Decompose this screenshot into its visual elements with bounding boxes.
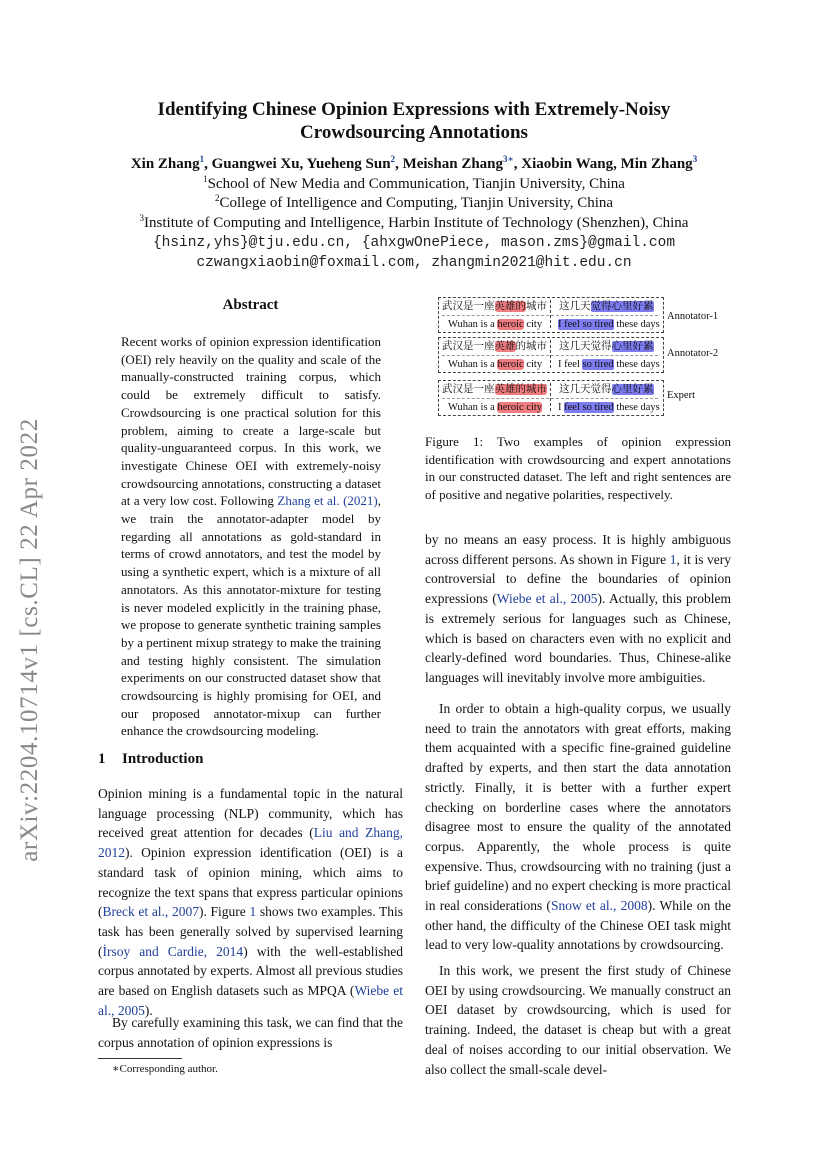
zh-sentence-negative: 这几天觉得心里好累 (559, 341, 654, 352)
abstract-heading: Abstract (222, 297, 279, 313)
section-heading-introduction (98, 751, 203, 768)
en-sentence-negative: I feel so tired these days (558, 319, 660, 330)
body-text: Opinion mining is a fundamental topic in the natural language processing (NLP) community, which has received great attention for decades ( (98, 786, 403, 841)
body-text: In order to obtain a high-quality corpus, we usually need to train the annotators with great efforts, making them acquainted with a specific fine-grained guideline drafted by experts, and then start the data annotation strictly. Finally, it is better with a further expert checking on borderline cases where the annotators disagree most to ensure the quality of the annotated corpus. Apparently, the whole process is quite expensive. Thus, crowdsourcing with no training (just a brief guideline) and no expert checking is more practical in real considerations ( (425, 701, 731, 914)
body-text: ) with the well-established corpus annotated by experts. Almost all previous studies are based on English datasets such as MPQA ( (98, 943, 403, 999)
annotated-span: feel so tired (564, 402, 614, 413)
annotator-label: Annotator-1 (667, 311, 719, 322)
affiliation-3 (0, 214, 828, 232)
annotator-label: Annotator-2 (667, 348, 719, 359)
affiliation-number: 2 (214, 193, 220, 203)
annotated-span: heroic city (497, 402, 543, 413)
body-text: ). Opinion expression identification (OEI) is a standard task of opinion mining, which aims to recognize the text spans that express particular opinions ( (98, 845, 403, 920)
citation-link[interactable]: Breck et al., 2007 (102, 904, 199, 920)
author-name: , Guangwei Xu, Yueheng Sun (204, 156, 391, 172)
body-text: ). Figure (198, 904, 250, 920)
author-name: , Xiaobin Wang, Min Zhang (513, 156, 693, 172)
paper-title (0, 98, 828, 144)
annotated-span: I feel so tired (558, 319, 614, 330)
intro-paragraph-2: By carefully examining this task, we can find that the corpus annotation of opinion expressions is (98, 1015, 403, 1050)
affiliation-number: 3 (139, 213, 145, 223)
abstract-text-part: Recent works of opinion expression identification (OEI) rely heavily on the quality and scale of the manually-constructed training corpus, which could be extremely difficult to satisfy. Crowdsourcing is one practical solution for this problem, aiming to create a large-scale but quality-unguaranteed corpus. In this work, we investigate Chinese OEI with extremely-noisy crowdsourcing annotations, constructing a dataset at a very low cost. Following (121, 334, 381, 509)
body-text: , it is very controversial to define the boundaries of opinion expressions ( (425, 551, 731, 607)
arxiv-stamp: arXiv:2204.10714v1 [cs.CL] 22 Apr 2022 (16, 418, 43, 862)
annotated-span: 心里好累 (611, 341, 654, 352)
title-line-1: Identifying Chinese Opinion Expressions with Extremely-Noisy (157, 99, 671, 120)
author-name: , Meishan Zhang (395, 156, 504, 172)
body-text: ). While on the other hand, the difficulty of the Chinese OEI task might lead to very low-quality annotations by crowdsourcing. (425, 898, 731, 953)
figure-divider (550, 340, 551, 368)
annotated-span: 英雄的 (494, 301, 526, 312)
body-text: by no means an easy process. It is highly ambiguous across different persons. As shown in Figure (425, 532, 731, 567)
annotated-span: 心里好累 (611, 384, 654, 395)
annotated-span: 英雄 (494, 341, 516, 352)
abstract-text-part: , we train the annotator-adapter model by regarding all annotations as gold-standard in terms of crowd annotators, and test the model by using a synthetic expert, which is a mixture of all annotators. As this annotator-mixture for testing is never modeled explicitly in the training phase, we propose to generate synthetic training samples by a pertinent mixup strategy to make the training and testing highly consistent. The simulation experiments on our constructed dataset show that crowdsourcing is highly promising for OEI, and our proposed annotator-mixup can further enhance the crowdsourcing modeling. (121, 493, 381, 739)
affiliation-marker[interactable]: 1 (199, 154, 205, 164)
zh-sentence-positive: 武汉是一座英雄的城市 (442, 341, 547, 352)
body-text: ). (144, 1002, 153, 1018)
body-paragraph-right-3: In this work, we present the first study of Chinese OEI by using crowdsourcing. We manually construct an OEI dataset by crowdsourcing, which is used for training. Indeed, the dataset is cheap but with a great deal of noises according to our initial observation. We also collect the small-scale devel- (425, 963, 731, 1077)
annotator-label: Expert (667, 390, 695, 401)
annotated-span: heroic (497, 359, 524, 370)
intro-paragraph-1 (98, 784, 403, 1020)
figure-row-annotator-1 (432, 297, 732, 333)
citation-link[interactable]: Snow et al., 2008 (550, 898, 648, 914)
annotated-span: heroic (497, 319, 524, 330)
section-number: 1 (98, 751, 106, 767)
affiliation-text: Institute of Computing and Intelligence, Harbin Institute of Technology (Shenzhen), China (144, 215, 689, 231)
figure-reference-link[interactable]: 1 (249, 904, 257, 920)
en-sentence-negative: I feel so tired these days (558, 359, 660, 370)
figure-row-expert (432, 380, 732, 416)
footnote: ∗Corresponding author. (112, 1063, 218, 1075)
figure-reference-link[interactable]: 1 (669, 551, 677, 567)
zh-sentence-negative: 这几天觉得心里好累 (559, 301, 654, 312)
affiliation-marker[interactable]: 3∗ (503, 154, 514, 164)
abstract-text (121, 333, 381, 740)
affiliation-text: College of Intelligence and Computing, Tianjin University, China (219, 195, 614, 211)
en-sentence-positive: Wuhan is a heroic city (448, 402, 543, 413)
annotated-span: so tired (582, 359, 614, 370)
en-sentence-positive: Wuhan is a heroic city (448, 319, 543, 330)
email-line-1: {hsinz,yhs}@tju.edu.cn, {ahxgwOnePiece, mason.zms}@gmail.com (152, 235, 676, 251)
citation-link[interactable]: Wiebe et al., 2005 (98, 983, 403, 1018)
citation-link[interactable]: Wiebe et al., 2005 (496, 591, 598, 607)
section-title: Introduction (122, 751, 204, 767)
citation-link[interactable]: İrsoy and Cardie, 2014 (102, 943, 244, 959)
en-sentence-positive: Wuhan is a heroic city (448, 359, 543, 370)
affiliation-text: School of New Media and Communication, Tianjin University, China (207, 176, 625, 192)
en-sentence-negative: I feel so tired these days (558, 402, 660, 413)
title-line-2: Crowdsourcing Annotations (300, 122, 528, 143)
author-name: Xin Zhang (130, 156, 200, 172)
body-text: shows two examples. This task has been generally solved by supervised learning ( (98, 904, 403, 959)
figure-row-annotator-2 (432, 337, 732, 373)
affiliation-1 (0, 175, 828, 193)
affiliation-marker[interactable]: 3 (692, 154, 698, 164)
body-text: ). Actually, this problem is extremely serious for languages such as Chinese, which is based on characters even with no explicit and clearly-defined word boundaries. Thus, Chinese-alike languages will inevitably involve more ambiguities. (425, 591, 731, 685)
affiliation-number: 1 (203, 174, 208, 184)
body-paragraph-right-2 (425, 699, 731, 955)
footnote-divider (98, 1058, 182, 1059)
annotated-span: 觉得心里好累 (590, 301, 654, 312)
zh-sentence-negative: 这几天觉得心里好累 (559, 384, 654, 395)
annotated-span: 英雄的城市 (494, 384, 547, 395)
author-list (0, 155, 828, 173)
citation-link[interactable]: Zhang et al. (2021) (277, 493, 378, 509)
figure-1 (432, 297, 732, 417)
affiliation-marker[interactable]: 2 (390, 154, 396, 164)
citation-link[interactable]: Liu and Zhang, 2012 (98, 825, 403, 861)
figure-divider (550, 383, 551, 411)
figure-divider (550, 300, 551, 328)
affiliation-2 (0, 194, 828, 212)
body-paragraph-right-1 (425, 530, 731, 688)
zh-sentence-positive: 武汉是一座英雄的城市 (442, 301, 547, 312)
zh-sentence-positive: 武汉是一座英雄的城市 (442, 384, 547, 395)
email-line-2: czwangxiaobin@foxmail.com, zhangmin2021@hit.edu.cn (196, 255, 632, 271)
figure-caption: Figure 1: Two examples of opinion expression identification with crowdsourcing and expert annotations in our constructed dataset. The left and right sentences are of positive and negative polarities, respectively. (425, 434, 731, 502)
